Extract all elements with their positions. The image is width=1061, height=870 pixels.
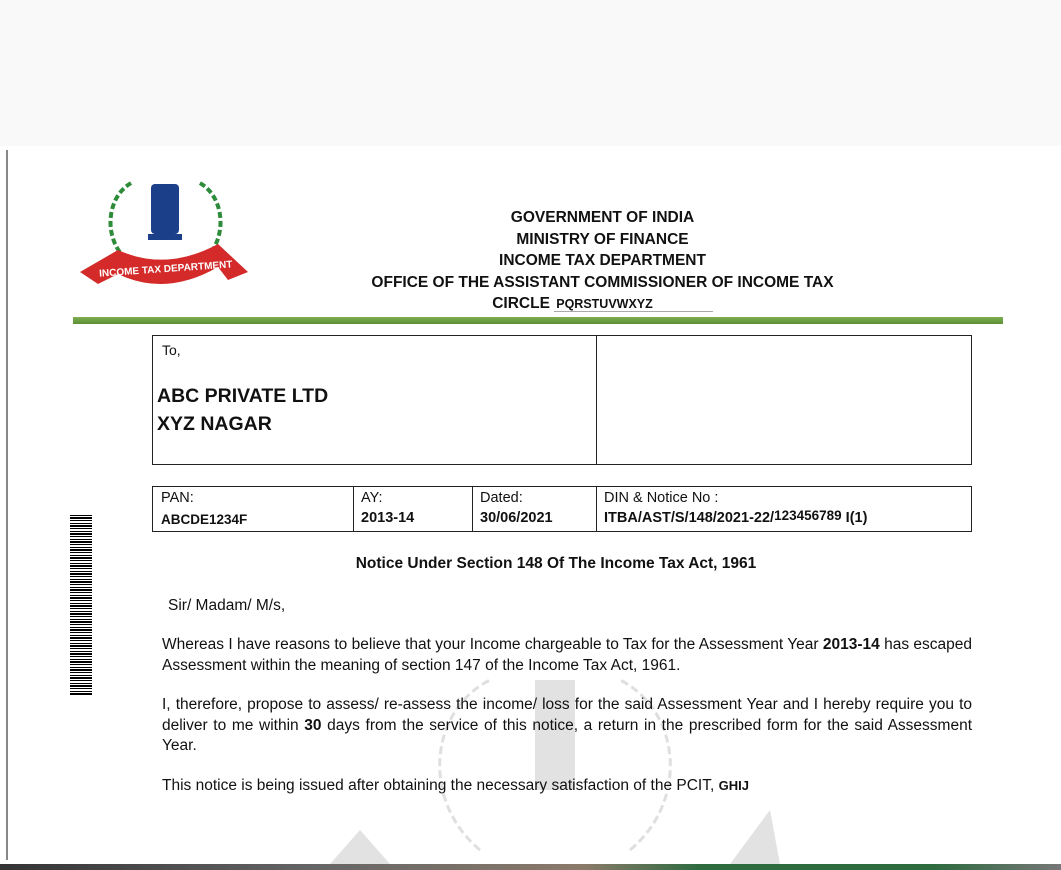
circle-value: PQRSTUVWXYZ: [554, 297, 713, 312]
text: has escaped Assessment within the meaning of section 147 of the Income Tax Act, 1961.: [162, 636, 972, 674]
pan-label: PAN:: [161, 490, 194, 506]
salutation: Sir/ Madam/ M/s,: [168, 597, 286, 614]
pan-cell: [153, 487, 353, 531]
circle-label: CIRCLE: [492, 295, 550, 312]
din-number: 123456789: [774, 508, 842, 523]
to-label: To,: [162, 342, 181, 358]
letterhead: [330, 207, 875, 316]
din-prefix: ITBA/AST/S/148/2021-22/: [604, 510, 775, 526]
green-divider: [73, 317, 1003, 324]
svg-text:INCOME TAX DEPARTMENT: INCOME TAX DEPARTMENT: [98, 259, 233, 280]
addressee-line: ABC PRIVATE LTD: [157, 385, 329, 407]
paragraph-3: [162, 776, 972, 797]
dated-value: 30/06/2021: [480, 510, 553, 526]
box-divider: [596, 336, 597, 464]
header-line: GOVERNMENT OF INDIA: [510, 209, 695, 226]
ay-cell: [353, 487, 472, 531]
dated-cell: [472, 487, 596, 531]
paragraph-1: [162, 635, 972, 676]
text: This notice is being issued after obtaining the necessary satisfaction of the PCIT,: [162, 777, 719, 794]
paragraph-2: [162, 695, 972, 757]
text: I, therefore, propose to assess/ re-assess the income/ loss for the said Assessment Year and I hereby require you to deliver to me within: [162, 696, 972, 734]
din-suffix: I(1): [845, 510, 868, 526]
ay-label: AY:: [361, 490, 383, 506]
page-edge: [6, 150, 8, 860]
dated-label: Dated:: [480, 490, 523, 506]
details-table: [152, 486, 972, 532]
text: days from the service of this notice, a return in the prescribed form for the said Assessment Year.: [162, 716, 972, 754]
pan-value: ABCDE1234F: [161, 512, 248, 527]
text: Whereas I have reasons to believe that your Income chargeable to Tax for the Assessment Year: [162, 636, 823, 653]
ay-value: 2013-14: [361, 510, 415, 526]
addressee-name: [157, 382, 328, 438]
notice-title: Notice Under Section 148 Of The Income Tax Act, 1961: [355, 555, 757, 572]
din-value: [604, 510, 867, 526]
header-line: INCOME TAX DEPARTMENT: [499, 252, 706, 269]
barcode: [70, 515, 92, 695]
din-label: DIN & Notice No :: [604, 490, 719, 506]
emblem-watermark: [330, 650, 780, 864]
header-line: MINISTRY OF FINANCE: [516, 230, 689, 248]
pcit-name: GHIJ: [718, 778, 749, 793]
addressee-box: [152, 335, 972, 465]
addressee-line: XYZ NAGAR: [157, 413, 272, 435]
header-line: OFFICE OF THE ASSISTANT COMMISSIONER OF INCOME TAX: [371, 273, 834, 291]
income-tax-logo: [78, 172, 253, 297]
bottom-strip: [0, 864, 1061, 870]
days-count: 30: [304, 716, 322, 734]
din-cell: [596, 487, 971, 531]
circle-line: [330, 293, 875, 316]
assessment-year: 2013-14: [822, 636, 880, 653]
